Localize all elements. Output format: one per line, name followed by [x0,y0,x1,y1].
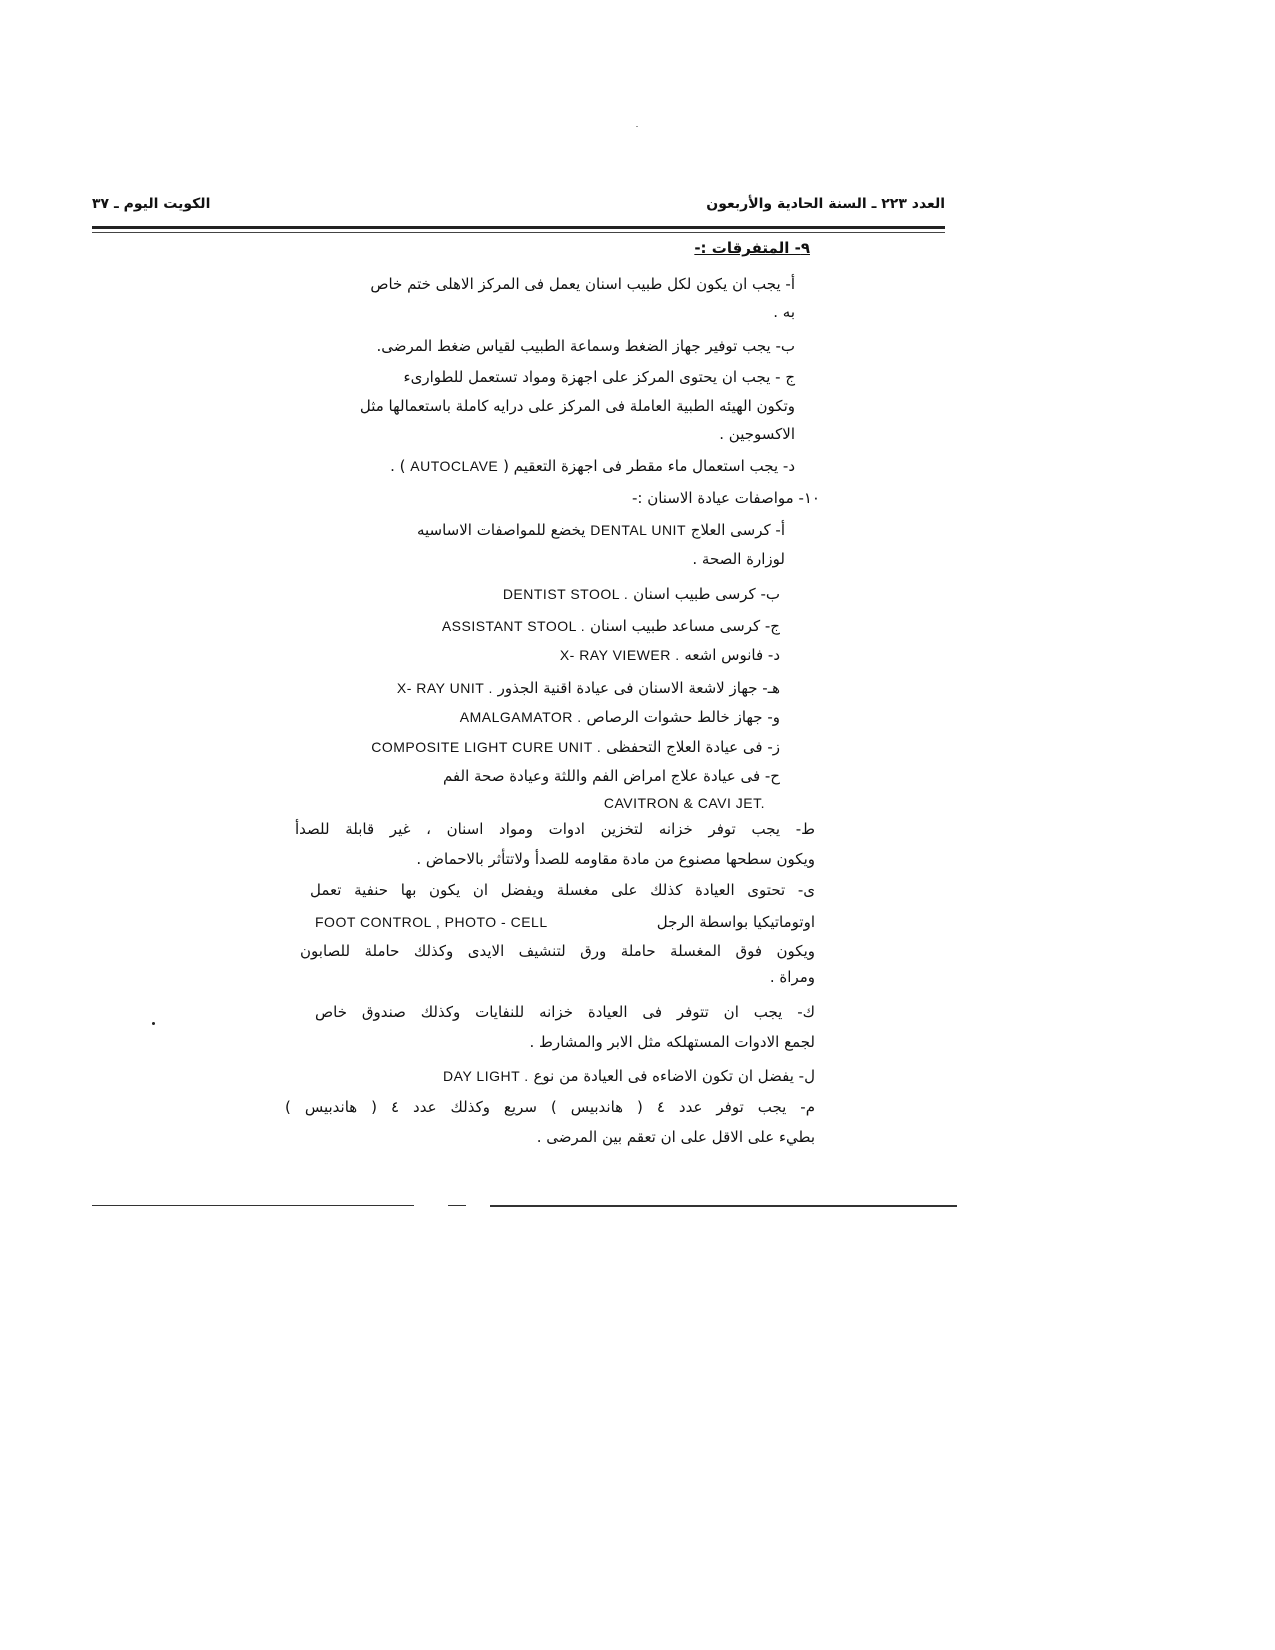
section10-item-g-text: ز- فى عيادة العلاج التحفظى [606,738,780,756]
footer-rule-right [490,1205,957,1207]
header-rule [92,226,945,229]
section10-item-y-line2 [315,912,815,932]
foot-control-term: FOOT CONTROL , PHOTO - CELL [315,914,548,930]
section10-item-t-line1: ط- يجب توفر خزانه لتخزين ادوات ومواد اسنان ، غير قابلة للصدأ [295,820,815,838]
section9-title: ٩- المتفرقات :- [694,239,810,257]
section10-item-y-line3: ويكون فوق المغسلة حاملة ورق لتنشيف الايدى وكذلك حاملة للصابون [300,942,815,960]
xray-viewer-term: X- RAY VIEWER . [559,647,680,663]
section10-item-e-text: هـ- جهاز لاشعة الاسنان فى عيادة اقنية الجذور [497,679,780,697]
header-rule-thin [92,232,945,233]
scan-speck-2 [152,1022,155,1025]
section9-item-a-line1: أ- يجب ان يكون لكل طبيب اسنان يعمل فى المركز الاهلى ختم خاص [370,275,795,293]
section10-item-t-line2: ويكون سطحها مصنوع من مادة مقاومه للصدأ ولاتتأثر بالاحماض . [416,850,815,868]
section9-item-d-end: ) . [390,457,406,475]
amalgamator-term: AMALGAMATOR . [459,709,582,725]
xray-unit-term: X- RAY UNIT . [396,680,493,696]
section9-item-d [390,456,795,476]
footer-rule-dash [448,1205,466,1206]
section10-item-l-text: ل- يفضل ان تكون الاضاءه فى العيادة من نوع [533,1067,815,1085]
section10-item-h-line1: ح- فى عيادة علاج امراض الفم واللثة وعيادة صحة الفم [442,767,780,785]
section10-item-d [560,645,780,665]
section10-item-a-text1: أ- كرسى العلاج [690,521,785,539]
section10-item-b-text: ب- كرسى طبيب اسنان [633,585,780,603]
composite-light-cure-term: COMPOSITE LIGHT CURE UNIT . [371,739,602,755]
autoclave-term: AUTOCLAVE [410,458,499,474]
dental-unit-term: DENTAL UNIT [590,522,686,538]
section10-item-y-text2: اوتوماتيكيا بواسطة الرجل [656,913,815,931]
section9-item-a-line2: به . [773,303,795,321]
day-light-term: DAY LIGHT . [443,1068,529,1084]
section9-item-c-line3: الاكسوجين . [719,425,795,443]
page-header: الكويت اليوم ـ ٣٧ [92,196,211,212]
section10-item-a-line2: لوزارة الصحة . [692,550,785,568]
scan-speck [636,126,638,127]
section10-item-c [442,616,780,636]
section10-item-c-text: ج- كرسى مساعد طبيب اسنان [589,617,780,635]
section10-item-h-line2: CAVITRON & CAVI JET. [603,795,765,811]
section10-item-g [371,737,780,757]
footer-rule-left [92,1205,414,1206]
section10-item-l [443,1066,815,1086]
section10-item-a-text2: يخضع للمواصفات الاساسيه [416,521,586,539]
issue-header: العدد ٢٢٣ ـ السنة الحادية والأربعون [706,196,945,212]
section10-item-k-line2: لجمع الادوات المستهلكه مثل الابر والمشارط . [529,1033,815,1051]
section10-item-m-line2: بطيء على الاقل على ان تعقم بين المرضى . [536,1128,815,1146]
section10-item-a-line1 [417,520,785,540]
assistant-stool-term: ASSISTANT STOOL . [441,618,586,634]
section10-item-k-line1: ك- يجب ان تتوفر فى العيادة خزانه للنفايات وكذلك صندوق خاص [315,1003,815,1021]
section10-item-y-line4: ومراة . [769,968,815,986]
section10-item-m-line1: م- يجب توفر عدد ٤ ( هاندبيس ) سريع وكذلك عدد ٤ ( هاندبيس ) [285,1098,815,1116]
section10-item-e [397,678,780,698]
section10-item-b [503,584,780,604]
section10-item-y-line1: ى- تحتوى العيادة كذلك على مغسلة ويفضل ان يكون بها حنفية تعمل [310,881,815,899]
section10-title: ١٠- مواصفات عيادة الاسنان :- [631,489,820,507]
section9-item-b: ب- يجب توفير جهاز الضغط وسماعة الطبيب لقياس ضغط المرضى. [376,337,795,355]
section9-item-c-line1: ج - يجب ان يحتوى المركز على اجهزة ومواد تستعمل للطوارىء [403,368,795,386]
section9-item-c-line2: وتكون الهيئه الطبية العاملة فى المركز على درايه كاملة باستعمالها مثل [359,397,795,415]
section10-item-f-text: و- جهاز خالط حشوات الرصاص [586,708,780,726]
dentist-stool-term: DENTIST STOOL . [502,586,629,602]
section10-item-d-text: د- فانوس اشعه [684,646,780,664]
section10-item-f [460,707,780,727]
section9-item-d-text: د- يجب استعمال ماء مقطر فى اجهزة التعقيم ( [503,457,795,475]
